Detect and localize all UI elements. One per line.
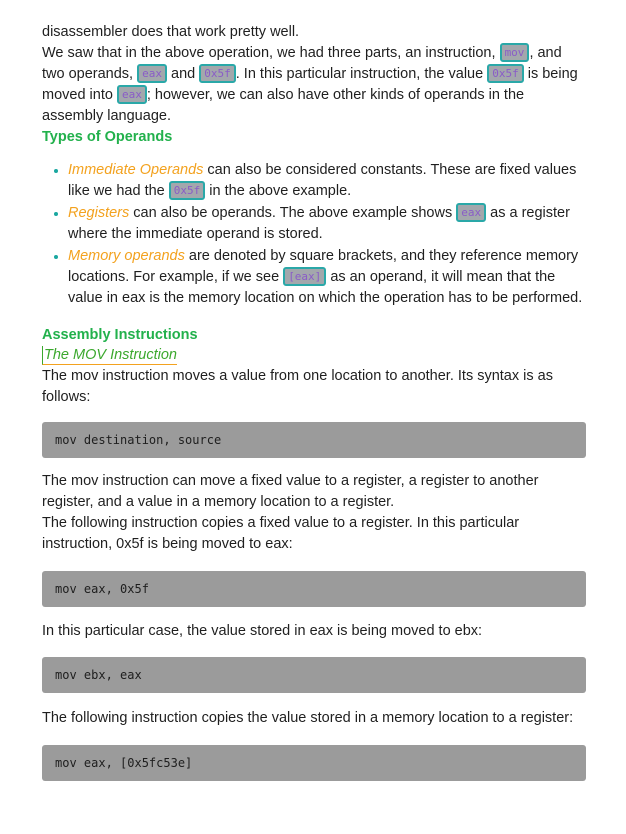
inline-code-mov: mov [500,43,530,62]
code-block: mov eax, 0x5f [42,571,586,607]
mov-description: The mov instruction moves a value from one location to another. Its syntax is as follows: [42,368,553,405]
intro-text: ; however, we can also have other kinds of operands in the assembly language. [42,87,525,124]
intro-text: . In this particular instruction, the value [235,66,488,82]
term-memory-operands: Memory operands [68,248,185,264]
list-item [42,203,586,245]
list-item-text: can also be considered constants. These are fixed values like we had the [68,162,577,199]
intro-line: disassembler does that work pretty well. [42,24,300,40]
term-registers: Registers [68,205,130,221]
article-content [42,22,586,781]
intro-paragraph [42,43,586,127]
inline-code-0x5f: 0x5f [199,64,236,83]
intro-text: , and two operands, [42,45,562,82]
list-item-text: can also be operands. The above example shows [129,205,457,221]
paragraph: The following instruction copies a fixed value to a register. In this particular instruction, 0x5f is being moved to eax: [42,515,520,552]
inline-code-eax: eax [117,85,147,104]
bullet-icon [54,169,58,173]
paragraph: The following instruction copies the value stored in a memory location to a register: [42,710,574,726]
code-block: mov ebx, eax [42,657,586,693]
inline-code-0x5f: 0x5f [169,181,206,200]
list-item-text: as an operand, it will mean that the value in eax is the memory location on which the operation has to be performed. [68,269,583,306]
inline-code-0x5f: 0x5f [487,64,524,83]
list-item [42,246,586,309]
term-immediate-operands: Immediate Operands [68,162,204,178]
bullet-icon [54,255,58,259]
list-item-text: are denoted by square brackets, and they reference memory locations. For example, if we see [68,248,579,285]
assembly-instructions-heading: Assembly Instructions [42,327,198,343]
code-block: mov destination, source [42,422,586,458]
paragraph: The mov instruction can move a fixed value to a register, a register to another register, and a value in a memory location to a register. [42,473,539,510]
intro-text: is being moved into [42,66,578,103]
types-of-operands-heading: Types of Operands [42,129,173,145]
code-block: mov eax, [0x5fc53e] [42,745,586,781]
list-item-text: in the above example. [205,183,352,199]
operand-list [42,160,586,309]
bullet-icon [54,212,58,216]
inline-code-eax-bracket: [eax] [283,267,326,286]
intro-text: and [167,66,200,82]
inline-code-eax: eax [137,64,167,83]
mov-instruction-subheading: The MOV Instruction [44,347,177,363]
intro-text: We saw that in the above operation, we had three parts, an instruction, [42,45,500,61]
list-item-text: as a register where the immediate operand is stored. [68,205,570,242]
list-item [42,160,586,202]
paragraph: In this particular case, the value stored in eax is being moved to ebx: [42,623,483,639]
inline-code-eax: eax [456,203,486,222]
